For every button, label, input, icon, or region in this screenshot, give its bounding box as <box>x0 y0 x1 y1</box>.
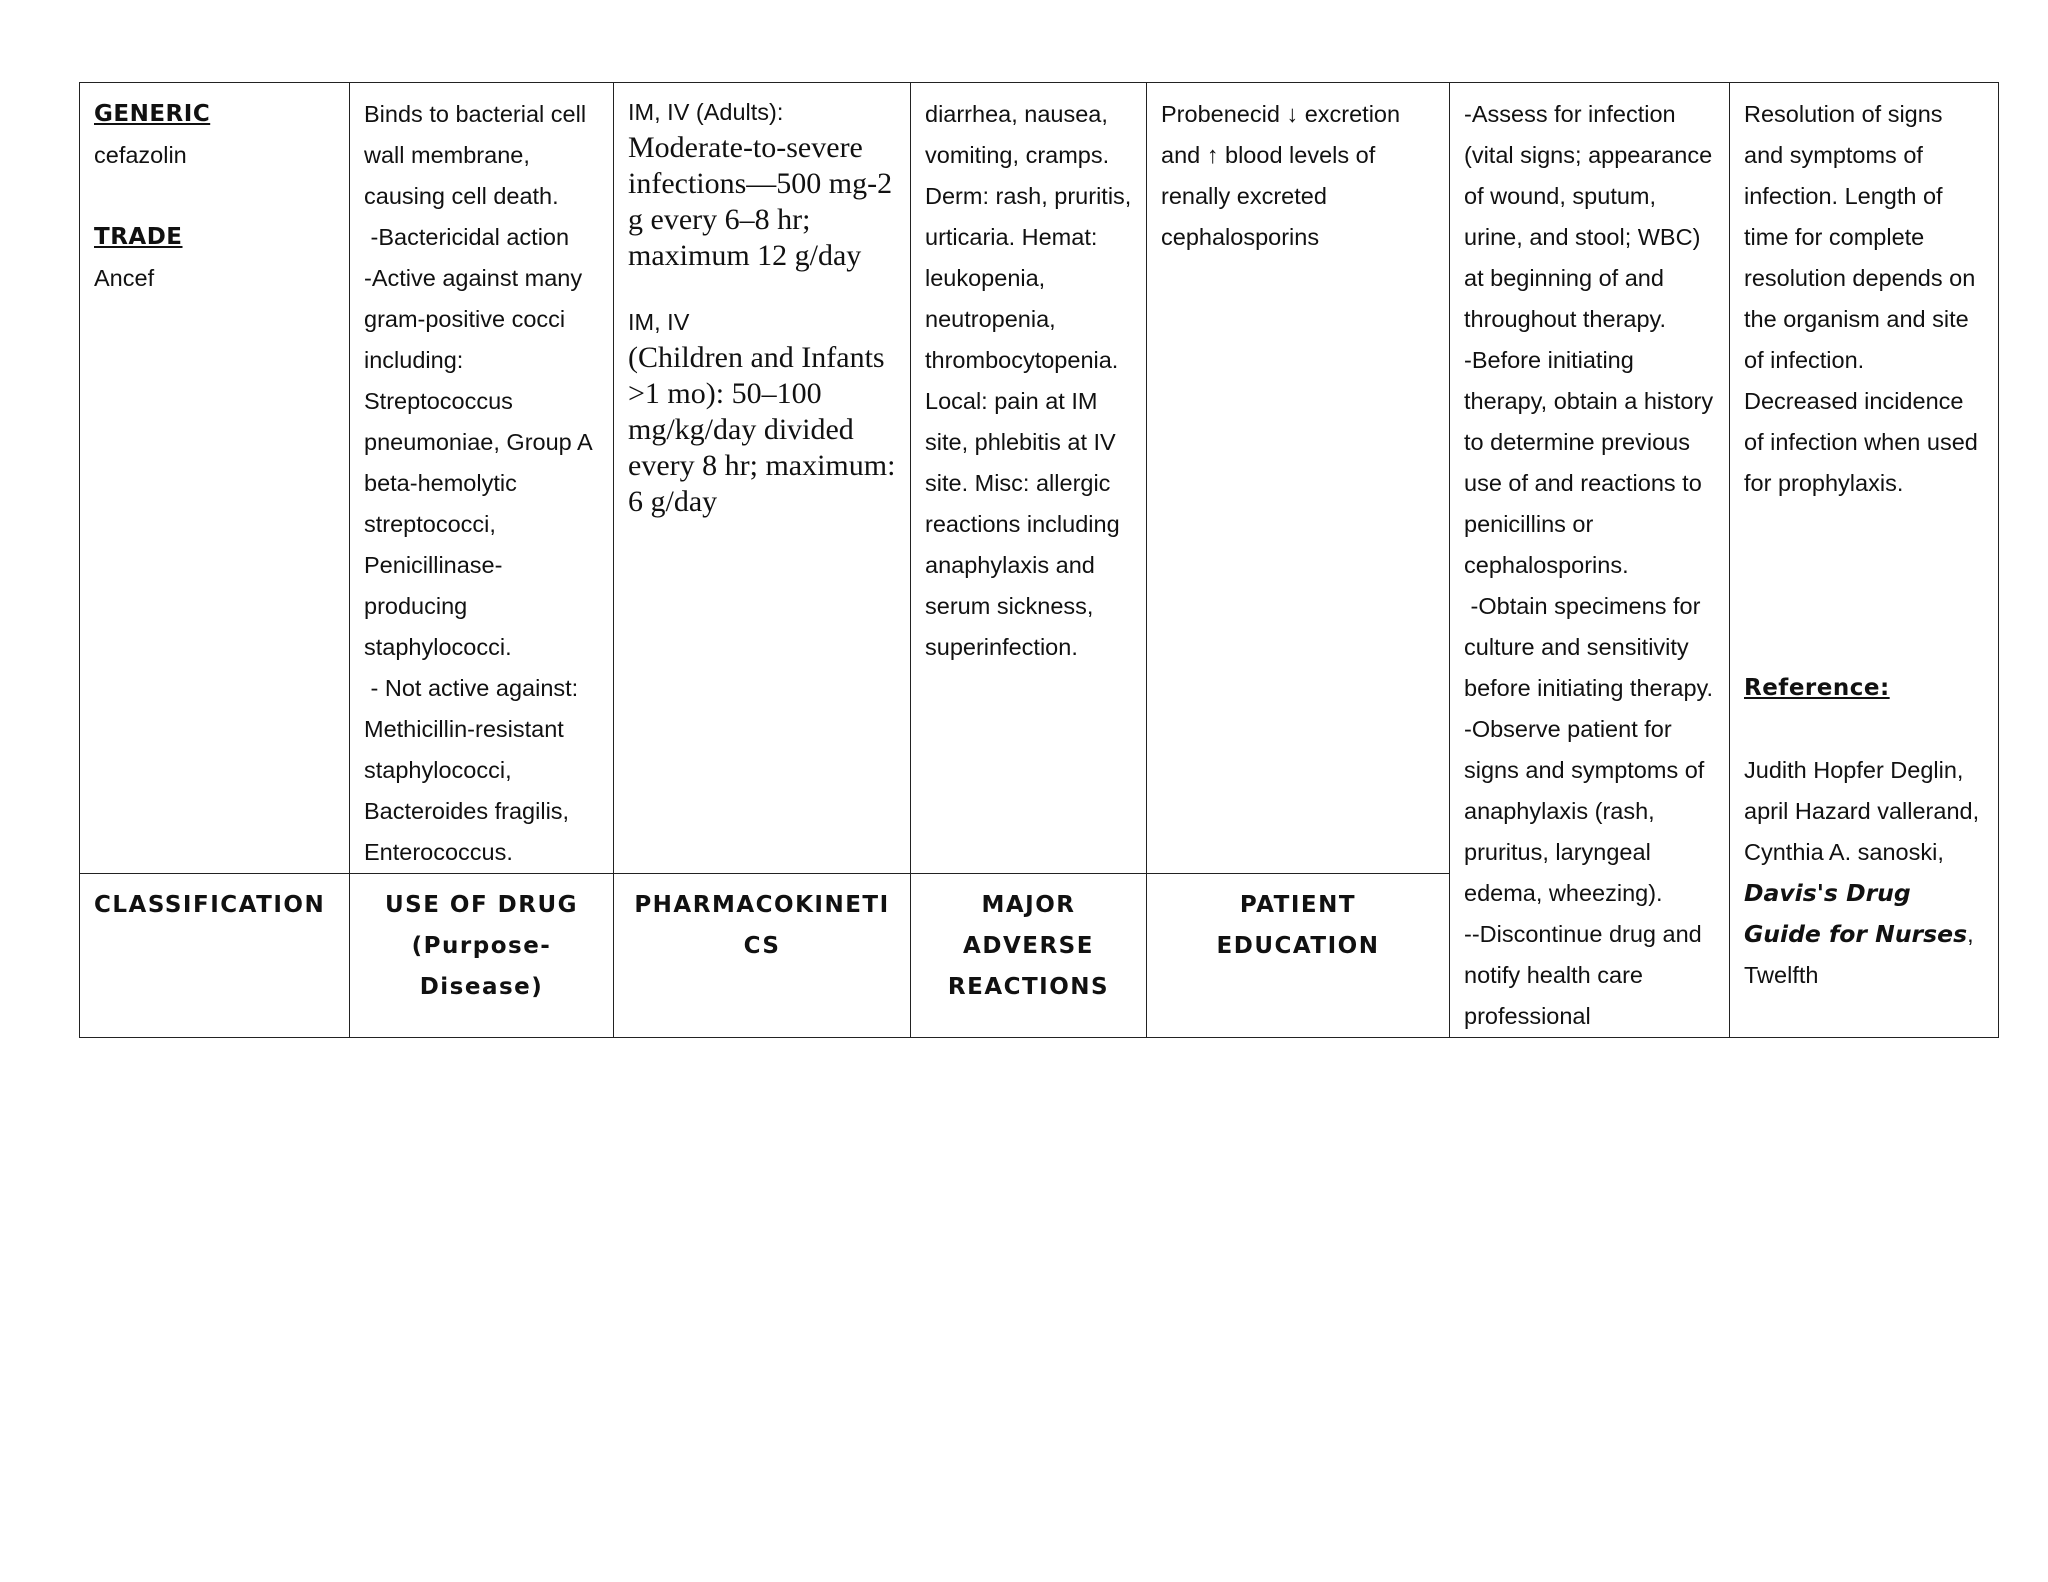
adverse-reactions-text: diarrhea, nausea, vomiting, cramps. Derm: rash, pruritis, urticaria. Hemat: leukopenia, neutropenia, thrombocytopenia. Local: pain at IM site, phlebitis at IV site. Misc: allergic reactions including anaphylaxis and serum sickness, superinfection. <box>925 101 1132 660</box>
dosage-cell <box>614 83 911 874</box>
reference-citation <box>1744 873 1984 996</box>
interactions-text: Probenecid ↓ excretion and ↑ blood levels of renally excreted cephalosporins <box>1161 101 1401 250</box>
reference-authors: Judith Hopfer Deglin, april Hazard vallerand, Cynthia A. sanoski, <box>1744 757 1980 865</box>
reference-edition: , Twelfth <box>1744 921 1974 988</box>
interactions-cell <box>1147 83 1450 874</box>
nursing-line: -Observe patient for signs and symptoms of anaphylaxis (rash, pruritus, laryngeal edema, wheezing). <box>1464 716 1711 906</box>
nursing-line: --Discontinue drug and notify health care professional <box>1464 921 1709 1029</box>
adult-route: IM, IV (Adults): <box>628 99 784 125</box>
mechanism-line: -Bactericidal action <box>364 224 570 250</box>
nursing-line: -Obtain specimens for culture and sensitivity before initiating therapy. <box>1464 593 1714 701</box>
evaluation-cell <box>1730 83 1999 1038</box>
mechanism-line: Binds to bacterial cell wall membrane, causing cell death. <box>364 101 593 209</box>
trade-label: TRADE <box>94 224 183 250</box>
patient-education-header-cell <box>1147 874 1450 1038</box>
generic-name: cefazolin <box>94 142 187 168</box>
evaluation-text: Resolution of signs and symptoms of infection. Length of time for complete resolution depends on the organism and site of infection. Decreased incidence of infection when used for prophylaxis. <box>1744 101 1978 496</box>
reference-book-title: Davis's Drug Guide for Nurses <box>1744 879 1968 948</box>
pharmacokinetics-header-cell <box>614 874 911 1038</box>
nursing-line: -Before initiating therapy, obtain a history to determine previous use of and reactions to penicillins or cephalosporins. <box>1464 347 1720 578</box>
classification-header: CLASSIFICATION <box>94 892 326 918</box>
use-of-drug-header-cell <box>350 874 614 1038</box>
child-route: IM, IV <box>628 309 690 335</box>
mechanism-line: -Active against many gram-positive cocci including: Streptococcus pneumoniae, Group A beta-hemolytic streptococci, Penicillinase-producing staphylococci. <box>364 265 598 660</box>
mechanism-line: - Not active against: Methicillin-resistant staphylococci, Bacteroides fragilis, Enterococcus. <box>364 675 585 865</box>
reference-label: Reference: <box>1744 675 1890 701</box>
nursing-line: -Assess for infection (vital signs; appearance of wound, sputum, urine, and stool; WBC) at beginning of and throughout therapy. <box>1464 101 1719 332</box>
generic-label: GENERIC <box>94 101 211 127</box>
adult-dose: Moderate-to-severe infections—500 mg-2 g every 6–8 hr; maximum 12 g/day <box>628 131 893 272</box>
patient-education-header: PATIENT EDUCATION <box>1216 892 1380 959</box>
adverse-reactions-header-cell <box>911 874 1147 1038</box>
nursing-cell <box>1450 83 1730 1038</box>
classification-header-cell <box>80 874 350 1038</box>
adverse-reactions-cell <box>911 83 1147 874</box>
drug-card-table <box>79 82 1999 1038</box>
mechanism-cell <box>350 83 614 874</box>
trade-name: Ancef <box>94 265 155 291</box>
use-of-drug-header: USE OF DRUG (Purpose-Disease) <box>384 892 579 1000</box>
child-dose: (Children and Infants >1 mo): 50–100 mg/kg/day divided every 8 hr; maximum: 6 g/day <box>628 341 896 518</box>
adverse-reactions-header: MAJOR ADVERSE REACTIONS <box>947 892 1110 1000</box>
content-row <box>80 83 1999 874</box>
pharmacokinetics-header: PHARMACOKINETICS <box>634 892 890 959</box>
generic-trade-cell <box>80 83 350 874</box>
